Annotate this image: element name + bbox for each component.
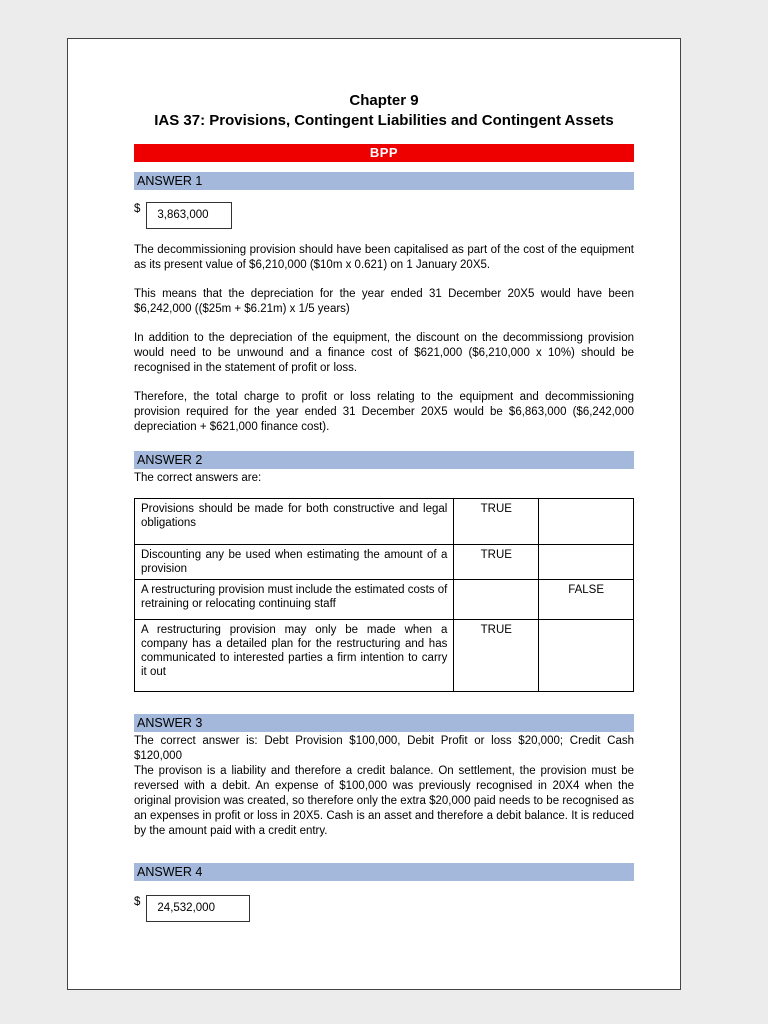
false-cell: FALSE [539, 579, 634, 619]
answer1-currency-label: $ [134, 202, 141, 215]
false-cell [539, 619, 634, 691]
answer1-paragraph-2: This means that the depreciation for the year ended 31 December 20X5 would have been $6,242,000 (($25m + $6.21m) x 1/5 years) [134, 287, 634, 315]
answer2-header: ANSWER 2 [134, 451, 634, 469]
statement-cell: Discounting any be used when estimating the amount of a provision [135, 544, 454, 579]
true-cell [454, 579, 539, 619]
answer1-amount-box[interactable]: 3,863,000 [146, 202, 232, 229]
title-block [134, 91, 634, 132]
false-cell [539, 544, 634, 579]
document-page [67, 38, 681, 990]
answer1-paragraph-3: In addition to the depreciation of the equipment, the discount on the decommissiong provision would need to be unwound and a finance cost of $621,000 ($6,210,000 x 10%) should be recognised in the statement of profit or loss. [134, 331, 634, 374]
false-cell [539, 498, 634, 544]
bpp-banner: BPP [134, 144, 634, 162]
true-cell: TRUE [454, 544, 539, 579]
chapter-title: Chapter 9 [349, 92, 419, 109]
statement-cell: Provisions should be made for both constructive and legal obligations [135, 498, 454, 544]
table-row [135, 579, 634, 619]
table-row [135, 544, 634, 579]
statement-cell: A restructuring provision must include the estimated costs of retraining or relocating continuing staff [135, 579, 454, 619]
true-cell: TRUE [454, 498, 539, 544]
answer3-paragraph-2: The provison is a liability and therefore a credit balance. On settlement, the provision must be reversed with a debit. An expense of $100,000 was previously recognised in 20X4 when the original provision was created, so therefore only the extra $20,000 paid needs to be recognised as an expenses in profit or loss in 20X5. Cash is an asset and therefore a debit balance. It is reduced by the amount paid with a credit entry. [134, 764, 634, 837]
chapter-subtitle: IAS 37: Provisions, Contingent Liabilities and Contingent Assets [154, 112, 614, 130]
answer3-header: ANSWER 3 [134, 714, 634, 732]
answer3-paragraph-1: The correct answer is: Debt Provision $100,000, Debit Profit or loss $20,000; Credit Cash $120,000 [134, 734, 634, 762]
answer4-currency-label: $ [134, 895, 141, 908]
page-content [68, 39, 680, 922]
true-cell: TRUE [454, 619, 539, 691]
answer1-header: ANSWER 1 [134, 172, 634, 190]
table-row [135, 619, 634, 691]
answer4-header: ANSWER 4 [134, 863, 634, 881]
answer1-paragraph-1: The decommissioning provision should have been capitalised as part of the cost of the equipment as its present value of $6,210,000 ($10m x 0.621) on 1 January 20X5. [134, 243, 634, 271]
answer1-paragraph-4: Therefore, the total charge to profit or loss relating to the equipment and decommissioning provision required for the year ended 31 December 20X5 would be $6,863,000 ($6,242,000 depreciation + $621,000 finance cost). [134, 390, 634, 433]
answer4-amount-row [134, 895, 634, 922]
answer4-amount-box[interactable]: 24,532,000 [146, 895, 250, 922]
answer2-intro: The correct answers are: [134, 471, 262, 484]
statement-cell: A restructuring provision may only be made when a company has a detailed plan for the restructuring and has communicated to interested parties a firm intention to carry it out [135, 619, 454, 691]
table-row [135, 498, 634, 544]
true-false-table [134, 498, 634, 692]
answer1-amount-row [134, 202, 634, 229]
